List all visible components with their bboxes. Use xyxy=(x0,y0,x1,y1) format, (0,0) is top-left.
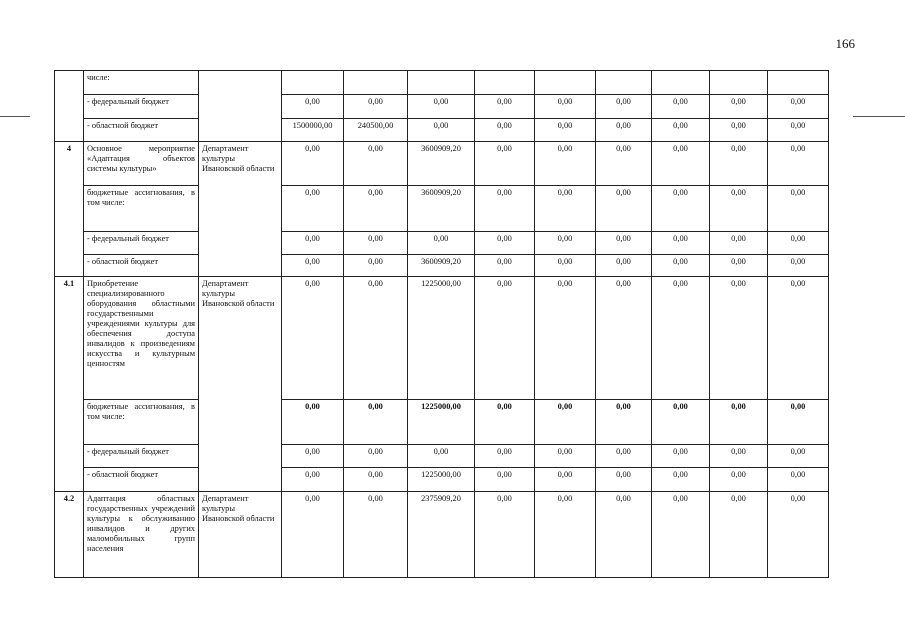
value-cell: 0,00 xyxy=(282,468,344,492)
value-cell xyxy=(652,71,710,95)
value-cell: 0,00 xyxy=(282,400,344,445)
row-number-cell xyxy=(55,119,84,142)
value-cell: 0,00 xyxy=(652,119,710,142)
table-row xyxy=(55,95,829,119)
value-cell: 0,00 xyxy=(475,119,535,142)
value-cell: 0,00 xyxy=(535,232,596,255)
value-cell xyxy=(596,71,652,95)
value-cell: 1225000,00 xyxy=(408,468,475,492)
value-cell xyxy=(344,71,408,95)
description-cell: числе: xyxy=(84,71,199,95)
value-cell: 0,00 xyxy=(408,445,475,468)
table-row xyxy=(55,445,829,468)
value-cell: 0,00 xyxy=(475,445,535,468)
value-cell: 0,00 xyxy=(408,119,475,142)
value-cell: 0,00 xyxy=(710,119,768,142)
row-number-cell: 4.2 xyxy=(55,492,84,578)
value-cell: 0,00 xyxy=(596,186,652,232)
value-cell: 0,00 xyxy=(768,142,829,186)
value-cell: 0,00 xyxy=(535,142,596,186)
value-cell: 0,00 xyxy=(768,232,829,255)
value-cell: 0,00 xyxy=(344,277,408,400)
value-cell: 0,00 xyxy=(768,400,829,445)
description-cell: Основное мероприятие «Адаптация объектов системы культуры» xyxy=(84,142,199,186)
value-cell: 0,00 xyxy=(596,492,652,578)
value-cell: 0,00 xyxy=(535,119,596,142)
value-cell: 0,00 xyxy=(710,277,768,400)
table-row xyxy=(55,277,829,400)
value-cell xyxy=(282,71,344,95)
value-cell: 0,00 xyxy=(475,277,535,400)
value-cell: 0,00 xyxy=(596,277,652,400)
value-cell: 0,00 xyxy=(596,95,652,119)
value-cell: 0,00 xyxy=(344,255,408,277)
value-cell xyxy=(408,71,475,95)
table-row xyxy=(55,232,829,255)
left-margin-line xyxy=(0,116,30,117)
value-cell: 0,00 xyxy=(344,142,408,186)
table-row xyxy=(55,492,829,578)
value-cell: 0,00 xyxy=(344,445,408,468)
organization-cell: Департамент культуры Ивановской области xyxy=(199,142,282,277)
table-row xyxy=(55,255,829,277)
value-cell: 0,00 xyxy=(710,400,768,445)
value-cell: 0,00 xyxy=(535,186,596,232)
row-number-cell: 4.1 xyxy=(55,277,84,492)
row-number-cell xyxy=(55,71,84,95)
table-row xyxy=(55,400,829,445)
value-cell: 0,00 xyxy=(475,492,535,578)
table-row xyxy=(55,186,829,232)
value-cell: 0,00 xyxy=(282,445,344,468)
value-cell xyxy=(475,71,535,95)
value-cell: 0,00 xyxy=(535,492,596,578)
value-cell: 2375909,20 xyxy=(408,492,475,578)
value-cell: 0,00 xyxy=(710,255,768,277)
value-cell: 0,00 xyxy=(768,186,829,232)
value-cell: 0,00 xyxy=(710,186,768,232)
value-cell: 0,00 xyxy=(344,492,408,578)
table-row xyxy=(55,468,829,492)
value-cell xyxy=(535,71,596,95)
value-cell: 0,00 xyxy=(535,468,596,492)
table-row xyxy=(55,71,829,95)
table-row xyxy=(55,119,829,142)
value-cell: 0,00 xyxy=(596,142,652,186)
value-cell: 0,00 xyxy=(768,255,829,277)
right-margin-line xyxy=(853,116,905,117)
value-cell: 0,00 xyxy=(652,277,710,400)
value-cell: 0,00 xyxy=(282,186,344,232)
value-cell: 0,00 xyxy=(408,232,475,255)
value-cell: 0,00 xyxy=(282,492,344,578)
value-cell: 0,00 xyxy=(344,400,408,445)
description-cell: - федеральный бюджет xyxy=(84,95,199,119)
description-cell: - областной бюджет xyxy=(84,255,199,277)
value-cell: 0,00 xyxy=(475,142,535,186)
description-cell: - областной бюджет xyxy=(84,468,199,492)
organization-cell: Департамент культуры Ивановской области xyxy=(199,277,282,492)
description-cell: Адаптация областных государственных учреждений культуры к обслуживанию инвалидов и других маломобильных групп населения xyxy=(84,492,199,578)
value-cell: 0,00 xyxy=(282,255,344,277)
value-cell: 0,00 xyxy=(475,468,535,492)
value-cell: 0,00 xyxy=(652,255,710,277)
value-cell: 3600909,20 xyxy=(408,186,475,232)
value-cell: 0,00 xyxy=(768,119,829,142)
value-cell: 0,00 xyxy=(768,468,829,492)
description-cell: - федеральный бюджет xyxy=(84,445,199,468)
value-cell: 0,00 xyxy=(652,445,710,468)
value-cell: 0,00 xyxy=(596,255,652,277)
value-cell: 0,00 xyxy=(710,232,768,255)
value-cell: 0,00 xyxy=(768,277,829,400)
value-cell: 0,00 xyxy=(768,95,829,119)
value-cell: 0,00 xyxy=(710,468,768,492)
value-cell: 0,00 xyxy=(596,400,652,445)
value-cell: 1500000,00 xyxy=(282,119,344,142)
value-cell: 0,00 xyxy=(475,186,535,232)
value-cell: 0,00 xyxy=(475,95,535,119)
value-cell: 1225000,00 xyxy=(408,277,475,400)
value-cell: 0,00 xyxy=(596,232,652,255)
organization-cell xyxy=(199,71,282,142)
value-cell: 0,00 xyxy=(710,142,768,186)
description-cell: бюджетные ассигнования, в том числе: xyxy=(84,186,199,232)
value-cell: 0,00 xyxy=(282,95,344,119)
value-cell: 0,00 xyxy=(535,255,596,277)
value-cell xyxy=(710,71,768,95)
value-cell: 0,00 xyxy=(596,445,652,468)
value-cell: 0,00 xyxy=(596,468,652,492)
description-cell: Приобретение специализированного оборудования областными государственными учреждениями культуры для обеспечения доступа инвалидов к произведениям искусства и культурным ценностям xyxy=(84,277,199,400)
description-cell: - областной бюджет xyxy=(84,119,199,142)
value-cell: 0,00 xyxy=(282,277,344,400)
value-cell: 0,00 xyxy=(282,232,344,255)
value-cell: 1225000,00 xyxy=(408,400,475,445)
value-cell: 0,00 xyxy=(408,95,475,119)
description-cell: - федеральный бюджет xyxy=(84,232,199,255)
value-cell: 240500,00 xyxy=(344,119,408,142)
value-cell: 0,00 xyxy=(652,400,710,445)
value-cell: 0,00 xyxy=(475,400,535,445)
value-cell: 0,00 xyxy=(768,445,829,468)
value-cell: 0,00 xyxy=(710,492,768,578)
value-cell: 0,00 xyxy=(652,492,710,578)
value-cell: 0,00 xyxy=(344,95,408,119)
value-cell: 0,00 xyxy=(535,400,596,445)
value-cell: 0,00 xyxy=(282,142,344,186)
value-cell: 0,00 xyxy=(710,95,768,119)
value-cell: 0,00 xyxy=(535,445,596,468)
value-cell: 0,00 xyxy=(535,95,596,119)
value-cell: 0,00 xyxy=(344,186,408,232)
value-cell: 0,00 xyxy=(475,255,535,277)
budget-table xyxy=(54,70,829,578)
value-cell: 0,00 xyxy=(344,468,408,492)
value-cell: 0,00 xyxy=(344,232,408,255)
value-cell: 0,00 xyxy=(652,468,710,492)
value-cell: 0,00 xyxy=(652,142,710,186)
value-cell: 0,00 xyxy=(652,232,710,255)
page-number: 166 xyxy=(835,36,855,51)
row-number-cell: 4 xyxy=(55,142,84,277)
organization-cell: Департамент культуры Ивановской области xyxy=(199,492,282,578)
value-cell: 3600909,20 xyxy=(408,142,475,186)
table-row xyxy=(55,142,829,186)
value-cell: 3600909,20 xyxy=(408,255,475,277)
value-cell: 0,00 xyxy=(710,445,768,468)
value-cell: 0,00 xyxy=(475,232,535,255)
value-cell: 0,00 xyxy=(652,95,710,119)
value-cell: 0,00 xyxy=(596,119,652,142)
value-cell: 0,00 xyxy=(768,492,829,578)
value-cell xyxy=(768,71,829,95)
value-cell: 0,00 xyxy=(652,186,710,232)
value-cell: 0,00 xyxy=(535,277,596,400)
description-cell: бюджетные ассигнования, в том числе: xyxy=(84,400,199,445)
row-number-cell xyxy=(55,95,84,119)
